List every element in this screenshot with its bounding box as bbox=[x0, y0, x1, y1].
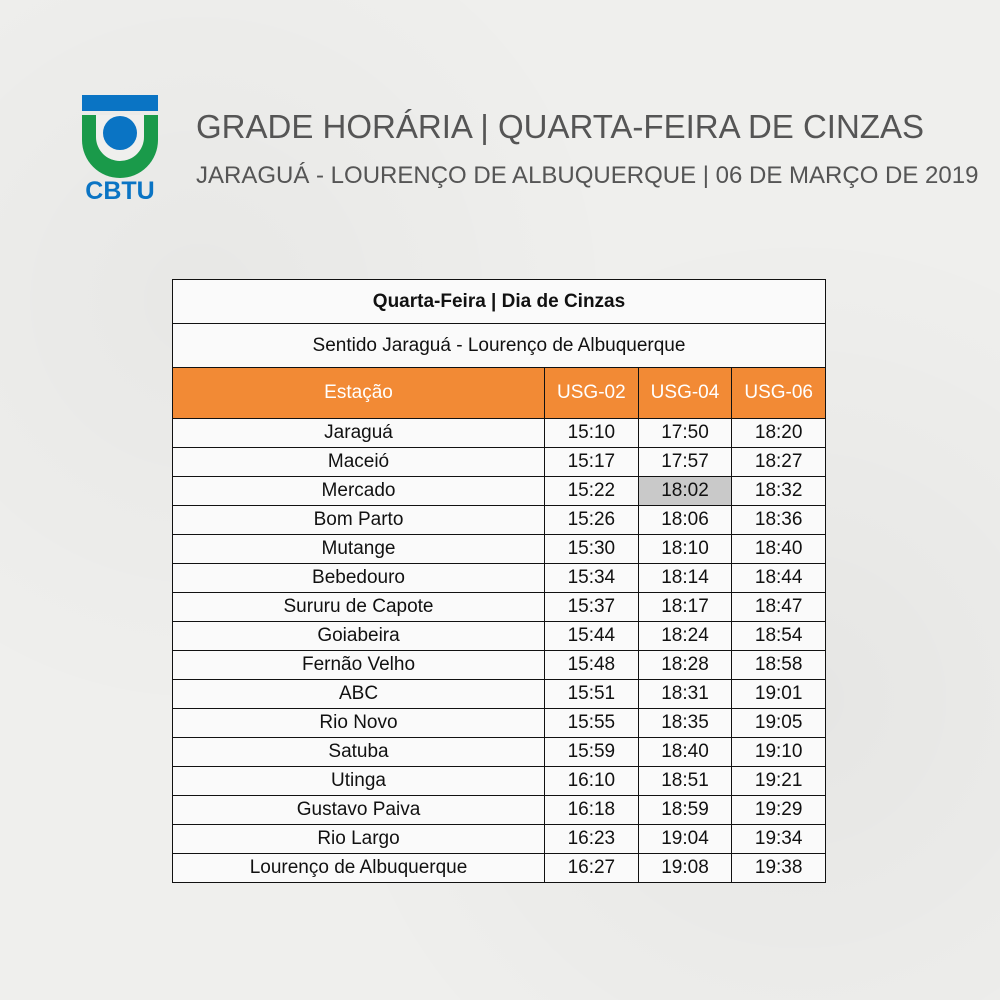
table-row bbox=[173, 651, 826, 680]
departure-time: 18:40 bbox=[732, 535, 826, 564]
departure-time: 15:51 bbox=[545, 680, 639, 709]
departure-time: 18:06 bbox=[638, 506, 732, 535]
departure-time: 18:51 bbox=[638, 767, 732, 796]
table-row bbox=[173, 796, 826, 825]
cbtu-logo bbox=[82, 95, 158, 205]
station-name: Utinga bbox=[173, 767, 545, 796]
departure-time: 19:34 bbox=[732, 825, 826, 854]
station-name: ABC bbox=[173, 680, 545, 709]
station-name: Lourenço de Albuquerque bbox=[173, 854, 545, 883]
table-direction: Sentido Jaraguá - Lourenço de Albuquerque bbox=[173, 324, 826, 368]
departure-time: 18:31 bbox=[638, 680, 732, 709]
departure-time: 15:44 bbox=[545, 622, 639, 651]
departure-time: 15:26 bbox=[545, 506, 639, 535]
station-name: Gustavo Paiva bbox=[173, 796, 545, 825]
departure-time: 17:57 bbox=[638, 448, 732, 477]
departure-time: 19:08 bbox=[638, 854, 732, 883]
departure-time: 18:24 bbox=[638, 622, 732, 651]
departure-time: 18:27 bbox=[732, 448, 826, 477]
table-row bbox=[173, 419, 826, 448]
departure-time: 15:34 bbox=[545, 564, 639, 593]
departure-time: 18:20 bbox=[732, 419, 826, 448]
departure-time: 18:28 bbox=[638, 651, 732, 680]
station-name: Bebedouro bbox=[173, 564, 545, 593]
table-row bbox=[173, 854, 826, 883]
table-title: Quarta-Feira | Dia de Cinzas bbox=[173, 280, 826, 324]
departure-time: 16:10 bbox=[545, 767, 639, 796]
station-name: Goiabeira bbox=[173, 622, 545, 651]
table-row bbox=[173, 448, 826, 477]
table-row bbox=[173, 477, 826, 506]
page-subtitle: JARAGUÁ - LOURENÇO DE ALBUQUERQUE | 06 DE MARÇO DE 2019 bbox=[196, 162, 979, 189]
station-name: Mercado bbox=[173, 477, 545, 506]
page-title: GRADE HORÁRIA | QUARTA-FEIRA DE CINZAS bbox=[196, 108, 924, 145]
column-header-usg02: USG-02 bbox=[545, 368, 639, 419]
departure-time: 19:38 bbox=[732, 854, 826, 883]
departure-time: 19:10 bbox=[732, 738, 826, 767]
station-name: Maceió bbox=[173, 448, 545, 477]
table-row bbox=[173, 767, 826, 796]
departure-time: 18:32 bbox=[732, 477, 826, 506]
departure-time: 15:59 bbox=[545, 738, 639, 767]
column-header-station: Estação bbox=[173, 368, 545, 419]
departure-time: 18:44 bbox=[732, 564, 826, 593]
station-name: Rio Largo bbox=[173, 825, 545, 854]
table-row bbox=[173, 535, 826, 564]
svg-text:CBTU: CBTU bbox=[85, 177, 155, 205]
table-row bbox=[173, 564, 826, 593]
departure-time: 15:55 bbox=[545, 709, 639, 738]
departure-time: 18:58 bbox=[732, 651, 826, 680]
station-name: Fernão Velho bbox=[173, 651, 545, 680]
table-row bbox=[173, 622, 826, 651]
departure-time: 18:17 bbox=[638, 593, 732, 622]
station-name: Satuba bbox=[173, 738, 545, 767]
departure-time: 15:17 bbox=[545, 448, 639, 477]
departure-time: 18:02 bbox=[638, 477, 732, 506]
departure-time: 18:14 bbox=[638, 564, 732, 593]
departure-time: 16:27 bbox=[545, 854, 639, 883]
column-header-usg06: USG-06 bbox=[732, 368, 826, 419]
table-row bbox=[173, 709, 826, 738]
station-name: Mutange bbox=[173, 535, 545, 564]
departure-time: 19:04 bbox=[638, 825, 732, 854]
departure-time: 15:30 bbox=[545, 535, 639, 564]
departure-time: 15:22 bbox=[545, 477, 639, 506]
departure-time: 15:10 bbox=[545, 419, 639, 448]
table-row bbox=[173, 825, 826, 854]
departure-time: 18:36 bbox=[732, 506, 826, 535]
table-row bbox=[173, 738, 826, 767]
table-row bbox=[173, 506, 826, 535]
departure-time: 16:23 bbox=[545, 825, 639, 854]
departure-time: 17:50 bbox=[638, 419, 732, 448]
departure-time: 19:05 bbox=[732, 709, 826, 738]
station-name: Bom Parto bbox=[173, 506, 545, 535]
departure-time: 19:21 bbox=[732, 767, 826, 796]
departure-time: 19:29 bbox=[732, 796, 826, 825]
station-name: Sururu de Capote bbox=[173, 593, 545, 622]
departure-time: 18:54 bbox=[732, 622, 826, 651]
departure-time: 15:37 bbox=[545, 593, 639, 622]
station-name: Rio Novo bbox=[173, 709, 545, 738]
departure-time: 16:18 bbox=[545, 796, 639, 825]
departure-time: 18:59 bbox=[638, 796, 732, 825]
departure-time: 18:35 bbox=[638, 709, 732, 738]
departure-time: 15:48 bbox=[545, 651, 639, 680]
departure-time: 19:01 bbox=[732, 680, 826, 709]
schedule-table bbox=[172, 279, 826, 883]
column-header-usg04: USG-04 bbox=[638, 368, 732, 419]
station-name: Jaraguá bbox=[173, 419, 545, 448]
departure-time: 18:10 bbox=[638, 535, 732, 564]
departure-time: 18:40 bbox=[638, 738, 732, 767]
departure-time: 18:47 bbox=[732, 593, 826, 622]
table-row bbox=[173, 593, 826, 622]
table-row bbox=[173, 680, 826, 709]
